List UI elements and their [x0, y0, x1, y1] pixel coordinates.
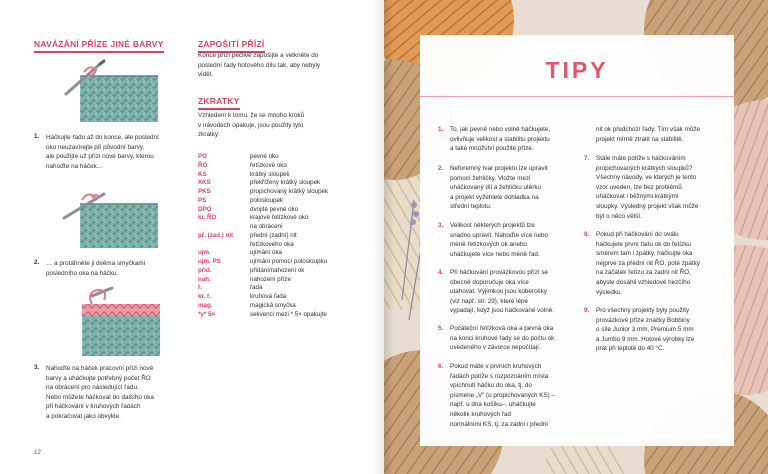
tip-6-continued: nit ok předchozí řady. Tím však může projekt mírně ztratit na stabilitě.	[596, 126, 701, 143]
weaving-ends-text: Konce přízí pečlivě zapošijte a vetkněte do poslední řady hotového dílu tak, aby nebyly vidět.	[198, 52, 321, 78]
tip-8: 8. Pokud při háčkování do oválu háčkujete první řadu ok do řetízku směrem tam i zpátky, háčkujte oka nejprve za přední nit ŘO, poté zpátky na začátek řetízu za zadní nit ŘO, abyste dosáhli vzhledově hezčího výsledku.	[584, 231, 700, 296]
right-gutter-shadow	[384, 0, 394, 474]
tip-6: 6. Pokud máte v prvních kruhových řadách potíže s rozpoznáním místa vpíchnutí háčku do oka, tj. do písmene „V“ (u propichovaných KS) – např. u dna košíku–, uháčkujte několik kruhových řad normálními KS, tj. za zadní i přední	[438, 363, 555, 428]
abbreviation-row: PS polosloupek	[198, 196, 284, 204]
crochet-swatch-illustration-1	[60, 58, 160, 124]
abbreviation-row: ř. řada	[198, 284, 263, 292]
step-2-text: … a protáhněte ji dvěma smyčkami posledního oka na háčku.	[46, 260, 146, 277]
abbreviation-row: *y* 5× sekvenci mezi * 5× opakujte	[198, 310, 327, 318]
tips-title: TIPY	[545, 57, 609, 83]
step-3-text: Nahoďte na háček pracovní přízi nové barvy a uháčkujte potřebný počet ŘO na obrácení pro následující řadu. Nebo můžete háčkovat do dalšího oka při háčkování v kruhových řadách a pokračovat jako obvykle.	[46, 365, 154, 420]
abbreviation-row: př. (zad.) nit přední (zadní) nit	[198, 231, 297, 239]
abbreviation-row: ujm. PS ujímání pomocí polosloupku	[198, 258, 328, 265]
tip-9: 9. Pro všechny projekty byly použity provázkové příze značky Bobbiny o síle Junior 3 mm, Premium 5 mm a Jumbo 9 mm. Hotové výrobky lze prát při teplotě do 40 °C.	[584, 307, 695, 353]
section-title-joining-yarn: NAVÁZÁNÍ PŘÍZE JINÉ BARVY	[34, 39, 164, 53]
section-title-abbreviations: ZKRATKY	[198, 96, 240, 110]
abbreviation-row: XKS překřížený krátký sloupek	[198, 179, 321, 187]
abbreviation-row: ŘO řetízkové oko	[198, 161, 287, 169]
tip-3: 3. Velikost některých projektů lze snadno upravit. Nahoďte více nebo méně řetízkových ok anebo uháčkujete více nebo méně řad.	[438, 222, 549, 258]
tips-panel	[420, 35, 734, 446]
page-number: 12	[34, 449, 41, 456]
abbreviation-row: kr. ř. kruhová řada	[198, 293, 287, 300]
crochet-swatch-illustration-2	[60, 188, 160, 250]
abbreviation-row: řetízkového oka	[250, 240, 294, 248]
step-1-text: Háčkujte řadu až do konce, ale poslední oko neuzavírejte při původní barvy, ale použijte už přízi nové barvy, kterou nahoďte na háček…	[46, 134, 159, 170]
abbreviations-table	[198, 153, 378, 319]
abbreviation-row: přid. přidání/nahození ok	[198, 266, 305, 274]
abbreviation-row: kr. ŘO krajové řetízkové oko	[198, 214, 309, 222]
step-1-number: 1.	[34, 133, 40, 140]
abbreviation-row: PKS propichovaný krátký sloupek	[198, 188, 329, 195]
tip-7: 7. Stále máte potíže s háčkováním propichovaných krátkých sloupků? Všechny návody, ve kterých je tento vzor uveden, lze bez problémů uháčkovat i běžnými krátkými sloupky. Výsledný projekt však může být o něco větší.	[584, 155, 699, 220]
tip-4: 4. Při háčkování provázkovou přízí se obecně doporučuje oka více utahovat. Výjimkou jsou kobercěky (viz např. str. 29), které lépe vypadají, když jsou háčkované volně.	[438, 269, 554, 315]
tip-5: 5. Počáteční řetízková oka a pevná oka na konci kruhové řady se do počtu ok uvedeného v závorce nepočítají.	[438, 325, 555, 352]
page-gutter-shadow	[372, 0, 384, 474]
section-title-weaving-ends: ZAPOŠITÍ PŘÍZÍ	[198, 39, 265, 53]
tip-1: 1. To, jak pevně nebo volně háčkujete, ovlivňuje velikost a stabilitu projektu a také množství použité příze.	[438, 126, 551, 153]
step-3-number: 3.	[34, 364, 40, 371]
abbreviation-row: PO pevné oko	[198, 153, 279, 160]
crochet-swatch-illustration-3	[62, 286, 162, 358]
abbreviation-row: na obrácení	[250, 223, 283, 230]
abbreviation-row: nah. nahození příze	[198, 275, 291, 283]
abbreviation-row: ujm. ujímání oka	[198, 249, 282, 257]
step-2-number: 2.	[34, 259, 40, 266]
tip-2: 2. Neforemný tvar projektu lze upravit pomocí žehličky. Vložte mezi uháčkovaný díl a žehličku utěrku a projekt vyžehlete dohladka na střední teplotu.	[438, 165, 548, 211]
abbreviation-row: DPO dvojité pevné oko	[198, 205, 299, 213]
abbreviations-intro: Vzhledem k tomu, že se mnoho kroků v návodech opakuje, jsou použity tyto zkratky:	[198, 112, 305, 138]
right-page	[384, 0, 768, 474]
abbreviation-row: mag. magická smyčka	[198, 301, 296, 309]
tips-divider	[420, 96, 734, 97]
abbreviation-row: KS krátký sloupek	[198, 170, 290, 178]
